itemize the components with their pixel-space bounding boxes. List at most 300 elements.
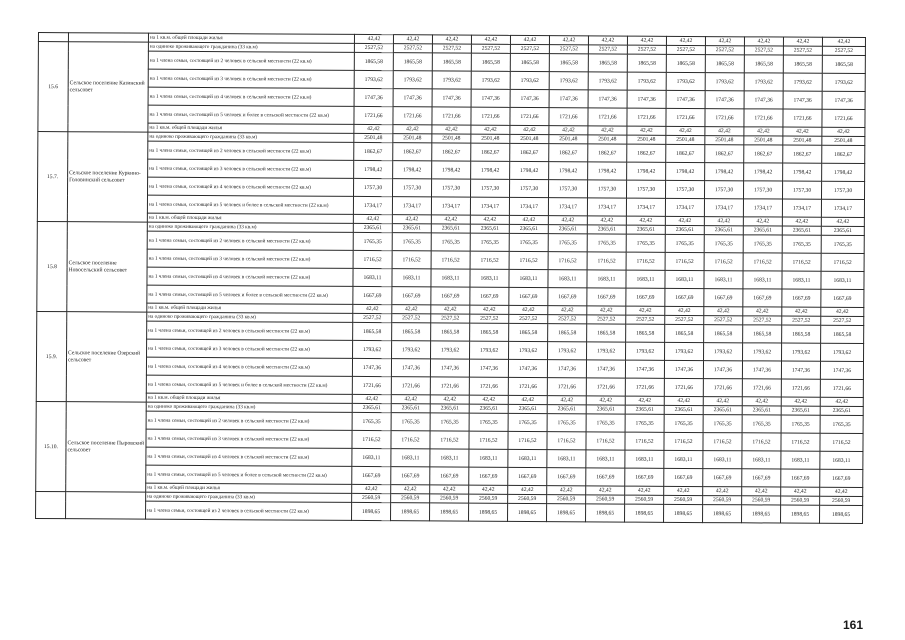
value-cell: 42,42: [586, 396, 625, 405]
value-cell: 1716,52: [743, 253, 782, 271]
value-cell: 1683,11: [431, 269, 470, 287]
value-cell: 1721,66: [781, 379, 820, 397]
value-cell: 1765,35: [587, 234, 626, 252]
value-cell: 42,42: [430, 395, 469, 404]
value-cell: 1793,62: [548, 342, 587, 360]
value-cell: 42,42: [744, 37, 783, 46]
value-cell: 1765,35: [704, 235, 743, 253]
value-cell: 1716,52: [664, 432, 703, 450]
value-cell: 1765,35: [391, 413, 430, 431]
value-cell: 1716,52: [703, 433, 742, 451]
value-cell: 42,42: [705, 37, 744, 46]
value-cell: 1716,52: [431, 251, 470, 269]
value-cell: 1865,58: [665, 324, 704, 342]
value-cell: 1721,66: [625, 378, 664, 396]
value-cell: 42,42: [666, 126, 705, 135]
value-cell: 42,42: [821, 217, 864, 226]
value-cell: 42,42: [547, 486, 586, 495]
value-cell: 2365,61: [743, 226, 782, 235]
value-cell: 1865,58: [470, 323, 509, 341]
value-cell: 2365,61: [742, 406, 781, 415]
value-cell: 42,42: [781, 487, 820, 496]
value-cell: 1747,36: [783, 91, 822, 109]
value-cell: 1721,66: [354, 106, 393, 124]
value-cell: 1721,66: [820, 379, 863, 397]
value-cell: 1793,62: [353, 340, 392, 358]
value-cell: 1683,11: [547, 450, 586, 468]
value-cell: 1898,65: [547, 504, 586, 522]
value-cell: 1716,52: [665, 252, 704, 270]
value-cell: 1757,30: [354, 178, 393, 196]
value-cell: 1716,52: [430, 431, 469, 449]
value-cell: 1667,69: [508, 467, 547, 485]
value-cell: 2527,52: [627, 45, 666, 54]
value-cell: 42,42: [665, 306, 704, 315]
value-cell: 1862,67: [471, 143, 510, 161]
value-cell: 1747,36: [430, 359, 469, 377]
category-cell: на 1 кв.м. общей площади жилья: [148, 33, 354, 43]
value-cell: 1667,69: [586, 468, 625, 486]
value-cell: 42,42: [508, 485, 547, 494]
value-cell: 42,42: [704, 217, 743, 226]
value-cell: 1683,11: [430, 449, 469, 467]
value-cell: 42,42: [782, 307, 821, 316]
value-cell: 1667,69: [625, 468, 664, 486]
value-cell: 1865,58: [431, 323, 470, 341]
value-cell: 42,42: [744, 127, 783, 136]
value-cell: 2560,59: [547, 495, 586, 504]
value-cell: 42,42: [510, 35, 549, 44]
value-cell: 2365,61: [664, 405, 703, 414]
value-cell: 1721,66: [586, 378, 625, 396]
value-cell: 1747,36: [664, 360, 703, 378]
value-cell: 2365,61: [509, 224, 548, 233]
section-index: 15.6: [38, 42, 69, 132]
value-cell: 1683,11: [626, 270, 665, 288]
value-cell: 2527,52: [510, 44, 549, 53]
value-cell: 2365,61: [704, 226, 743, 235]
category-cell: на 1 члена семьи, состоящей из 4 человек в сельской местности (22 кв.м): [146, 357, 352, 376]
value-cell: 1798,42: [510, 161, 549, 179]
value-cell: 42,42: [548, 216, 587, 225]
value-cell: 1765,35: [508, 413, 547, 431]
value-cell: 2365,61: [625, 405, 664, 414]
value-cell: 2527,52: [549, 45, 588, 54]
value-cell: 1865,58: [666, 54, 705, 72]
category-cell: на одиноко проживающего гражданина (33 кв.м): [147, 222, 353, 232]
value-cell: 1721,66: [703, 379, 742, 397]
value-cell: 42,42: [743, 217, 782, 226]
value-cell: 2560,59: [586, 495, 625, 504]
value-cell: 1765,35: [470, 233, 509, 251]
value-cell: 1721,66: [393, 107, 432, 125]
value-cell: 1716,52: [587, 252, 626, 270]
value-cell: 1798,42: [627, 162, 666, 180]
category-cell: на одиноко проживающего гражданина (33 кв.м): [146, 402, 352, 412]
value-cell: 2501,48: [744, 136, 783, 145]
value-cell: 2365,61: [547, 405, 586, 414]
value-cell: 1747,36: [588, 90, 627, 108]
value-cell: 42,42: [470, 215, 509, 224]
value-cell: 1667,69: [743, 289, 782, 307]
value-cell: 1716,52: [353, 250, 392, 268]
settlement-name: Сельское поселение Пыровский сельсовет: [66, 402, 147, 492]
value-cell: 1747,36: [742, 361, 781, 379]
value-cell: 1798,42: [705, 163, 744, 181]
value-cell: 1667,69: [781, 469, 820, 487]
value-cell: 2560,59: [781, 496, 820, 505]
table-row: [36, 500, 863, 523]
value-cell: 2560,59: [820, 496, 863, 505]
value-cell: 1667,69: [665, 288, 704, 306]
value-cell: 2365,61: [470, 224, 509, 233]
value-cell: 42,42: [353, 304, 392, 313]
value-cell: 1793,62: [665, 342, 704, 360]
value-cell: 1865,58: [626, 324, 665, 342]
section-index: 15.9.: [36, 311, 67, 401]
value-cell: 1716,52: [820, 433, 863, 451]
value-cell: 42,42: [703, 397, 742, 406]
value-cell: 1716,52: [781, 433, 820, 451]
value-cell: 1793,62: [627, 72, 666, 90]
value-cell: 1898,65: [664, 504, 703, 522]
value-cell: 42,42: [588, 126, 627, 135]
value-cell: 1716,52: [782, 253, 821, 271]
value-cell: 42,42: [588, 36, 627, 45]
value-cell: 1667,69: [391, 467, 430, 485]
value-cell: 2560,59: [391, 494, 430, 503]
value-cell: 1865,58: [744, 55, 783, 73]
value-cell: 2560,59: [625, 495, 664, 504]
value-cell: 1765,35: [586, 414, 625, 432]
table-body: [36, 33, 866, 524]
value-cell: 42,42: [471, 125, 510, 134]
value-cell: 1793,62: [821, 343, 864, 361]
value-cell: 2365,61: [586, 405, 625, 414]
value-cell: 1721,66: [822, 109, 865, 127]
value-cell: 2527,52: [509, 314, 548, 323]
value-cell: 42,42: [822, 127, 865, 136]
value-cell: 2501,48: [783, 136, 822, 145]
value-cell: 42,42: [587, 216, 626, 225]
value-cell: 2501,48: [588, 135, 627, 144]
value-cell: 1667,69: [587, 288, 626, 306]
value-cell: 1667,69: [469, 467, 508, 485]
value-cell: 1716,52: [509, 251, 548, 269]
value-cell: 1683,11: [665, 270, 704, 288]
value-cell: 1747,36: [471, 89, 510, 107]
value-cell: 42,42: [469, 395, 508, 404]
value-cell: 1721,66: [664, 378, 703, 396]
category-cell: на одиноко проживающего гражданина (33 кв.м): [148, 42, 354, 52]
value-cell: 1793,62: [471, 71, 510, 89]
value-cell: 1716,52: [469, 431, 508, 449]
value-cell: 2560,59: [703, 496, 742, 505]
section-index: [38, 33, 68, 42]
value-cell: 1865,58: [548, 324, 587, 342]
value-cell: 1898,65: [508, 503, 547, 521]
value-cell: 1683,11: [704, 271, 743, 289]
value-cell: 1793,62: [431, 341, 470, 359]
section-index: 15.10.: [36, 401, 67, 491]
value-cell: 42,42: [392, 215, 431, 224]
value-cell: 1747,36: [549, 90, 588, 108]
category-cell: на 1 члена семьи, состоящей из 2 человек в сельской местности (22 кв.м): [147, 231, 353, 250]
tariff-table: [35, 32, 866, 524]
value-cell: 1862,67: [627, 144, 666, 162]
value-cell: 2365,61: [352, 403, 391, 412]
value-cell: 1765,35: [703, 415, 742, 433]
value-cell: 1798,42: [471, 161, 510, 179]
value-cell: 42,42: [705, 127, 744, 136]
value-cell: 1683,11: [352, 448, 391, 466]
value-cell: 42,42: [626, 306, 665, 315]
value-cell: 1862,67: [822, 145, 865, 163]
value-cell: 1898,65: [430, 503, 469, 521]
value-cell: 2501,48: [510, 134, 549, 143]
value-cell: 2527,52: [782, 316, 821, 325]
value-cell: 42,42: [471, 35, 510, 44]
value-cell: 1865,58: [783, 55, 822, 73]
value-cell: 1716,52: [625, 432, 664, 450]
value-cell: 1716,52: [548, 252, 587, 270]
value-cell: 1721,66: [744, 109, 783, 127]
value-cell: 2560,59: [469, 494, 508, 503]
value-cell: 1683,11: [508, 449, 547, 467]
value-cell: 42,42: [743, 307, 782, 316]
section-index: [36, 491, 66, 518]
value-cell: 1757,30: [432, 179, 471, 197]
value-cell: 1793,62: [666, 72, 705, 90]
value-cell: 1765,35: [392, 233, 431, 251]
value-cell: 2365,61: [587, 225, 626, 234]
value-cell: 42,42: [354, 34, 393, 43]
value-cell: 1721,66: [352, 376, 391, 394]
value-cell: 1765,35: [664, 414, 703, 432]
value-cell: 1765,35: [509, 233, 548, 251]
value-cell: 1862,67: [744, 145, 783, 163]
value-cell: 1683,11: [821, 271, 864, 289]
settlement-name: Сельское поселение Куркино-Головинский сельсовет: [67, 132, 148, 222]
value-cell: 42,42: [510, 125, 549, 134]
value-cell: 42,42: [822, 37, 865, 46]
value-cell: 2527,52: [704, 316, 743, 325]
value-cell: 1734,17: [743, 199, 782, 217]
value-cell: 2527,52: [743, 316, 782, 325]
value-cell: 1721,66: [666, 108, 705, 126]
value-cell: 42,42: [549, 126, 588, 135]
value-cell: 1734,17: [509, 197, 548, 215]
value-cell: 1757,30: [393, 179, 432, 197]
value-cell: 42,42: [470, 305, 509, 314]
value-cell: 1757,30: [665, 180, 704, 198]
value-cell: 1734,17: [431, 197, 470, 215]
value-cell: 42,42: [820, 487, 863, 496]
value-cell: 42,42: [703, 487, 742, 496]
value-cell: 1898,65: [391, 503, 430, 521]
value-cell: 1757,30: [548, 180, 587, 198]
value-cell: 2501,48: [354, 133, 393, 142]
category-cell: на 1 члена семьи, состоящей из 4 человек в сельской местности (22 кв.м): [148, 87, 354, 106]
value-cell: 1798,42: [744, 163, 783, 181]
value-cell: 2365,61: [508, 404, 547, 413]
category-cell: на 1 члена семьи, состоящей из 2 человек в сельской местности (22 кв.м): [147, 321, 353, 340]
value-cell: 1793,62: [432, 71, 471, 89]
value-cell: 1683,11: [742, 451, 781, 469]
value-cell: 1765,35: [625, 414, 664, 432]
value-cell: 1793,62: [822, 73, 865, 91]
value-cell: 1865,58: [705, 55, 744, 73]
value-cell: 2501,48: [627, 135, 666, 144]
value-cell: 1757,30: [782, 181, 821, 199]
value-cell: 1747,36: [822, 91, 865, 109]
value-cell: 42,42: [391, 485, 430, 494]
category-cell: на 1 члена семьи, состоящей из 5 человек и более в сельской местности (22 кв.м): [146, 465, 352, 484]
value-cell: 1793,62: [354, 70, 393, 88]
value-cell: 1747,36: [391, 359, 430, 377]
value-cell: 2527,52: [431, 314, 470, 323]
value-cell: 1765,35: [547, 414, 586, 432]
value-cell: 42,42: [547, 396, 586, 405]
value-cell: 1667,69: [664, 468, 703, 486]
value-cell: 1721,66: [471, 107, 510, 125]
value-cell: 1734,17: [665, 198, 704, 216]
value-cell: 1793,62: [626, 342, 665, 360]
value-cell: 1898,65: [820, 505, 863, 523]
value-cell: 1765,35: [743, 235, 782, 253]
value-cell: 1862,67: [510, 143, 549, 161]
value-cell: 1667,69: [392, 287, 431, 305]
value-cell: 1757,30: [587, 180, 626, 198]
value-cell: 1721,66: [549, 108, 588, 126]
value-cell: 1898,65: [469, 503, 508, 521]
value-cell: 1734,17: [704, 199, 743, 217]
value-cell: 1757,30: [509, 179, 548, 197]
value-cell: 1747,36: [508, 359, 547, 377]
value-cell: 1683,11: [820, 451, 863, 469]
value-cell: 42,42: [354, 124, 393, 133]
value-cell: 1716,52: [391, 431, 430, 449]
value-cell: 1747,36: [820, 361, 863, 379]
value-cell: 1721,66: [469, 377, 508, 395]
value-cell: 42,42: [352, 484, 391, 493]
value-cell: 42,42: [742, 397, 781, 406]
value-cell: 1798,42: [666, 162, 705, 180]
value-cell: 1798,42: [354, 160, 393, 178]
value-cell: 1747,36: [352, 358, 391, 376]
value-cell: 1898,65: [352, 502, 391, 520]
value-cell: 42,42: [704, 307, 743, 316]
value-cell: 1765,35: [820, 415, 863, 433]
value-cell: 42,42: [430, 485, 469, 494]
value-cell: 1667,69: [509, 287, 548, 305]
value-cell: 42,42: [742, 487, 781, 496]
value-cell: 42,42: [391, 395, 430, 404]
value-cell: 1765,35: [821, 235, 864, 253]
value-cell: 1667,69: [704, 289, 743, 307]
value-cell: 1747,36: [393, 89, 432, 107]
value-cell: 2527,52: [822, 46, 865, 55]
value-cell: 42,42: [392, 305, 431, 314]
value-cell: 42,42: [665, 216, 704, 225]
value-cell: 2365,61: [626, 225, 665, 234]
category-cell: на 1 члена семьи, состоящей из 2 человек в сельской местности (22 кв.м): [148, 141, 354, 160]
value-cell: 42,42: [352, 394, 391, 403]
value-cell: 1898,65: [586, 504, 625, 522]
value-cell: 1793,62: [782, 343, 821, 361]
value-cell: 1862,67: [393, 143, 432, 161]
value-cell: 42,42: [782, 217, 821, 226]
value-cell: 1667,69: [352, 466, 391, 484]
value-cell: 42,42: [783, 37, 822, 46]
value-cell: 1734,17: [470, 197, 509, 215]
value-cell: 1757,30: [626, 180, 665, 198]
value-cell: 42,42: [508, 395, 547, 404]
value-cell: 1721,66: [783, 109, 822, 127]
value-cell: 42,42: [820, 397, 863, 406]
category-cell: на 1 члена семьи, состоящей из 3 человек в сельской местности (22 кв.м): [148, 69, 354, 88]
settlement-name: Сельское поселение Казинский сельсовет: [68, 42, 149, 132]
value-cell: 1865,58: [354, 52, 393, 70]
value-cell: 2527,52: [548, 315, 587, 324]
value-cell: 1898,65: [625, 504, 664, 522]
value-cell: 1865,58: [393, 53, 432, 71]
value-cell: 1865,58: [353, 322, 392, 340]
value-cell: 1683,11: [587, 270, 626, 288]
value-cell: 1683,11: [392, 269, 431, 287]
value-cell: 1683,11: [469, 449, 508, 467]
value-cell: 1667,69: [742, 469, 781, 487]
value-cell: 1683,11: [625, 450, 664, 468]
value-cell: 1898,65: [742, 505, 781, 523]
value-cell: 1716,52: [470, 251, 509, 269]
settlement-name: Сельское поселение Новосельский сельсовет: [67, 222, 148, 312]
value-cell: 1683,11: [586, 450, 625, 468]
value-cell: 2527,52: [470, 314, 509, 323]
value-cell: 1747,36: [627, 90, 666, 108]
value-cell: 42,42: [432, 125, 471, 134]
value-cell: 1865,58: [822, 55, 865, 73]
category-cell: на 1 члена семьи, состоящей из 4 человек в сельской местности (22 кв.м): [146, 447, 352, 466]
value-cell: 1667,69: [431, 287, 470, 305]
value-cell: 1865,58: [549, 54, 588, 72]
value-cell: 42,42: [587, 306, 626, 315]
value-cell: 1721,66: [627, 108, 666, 126]
value-cell: 1793,62: [587, 342, 626, 360]
value-cell: 2501,48: [549, 135, 588, 144]
category-cell: на 1 члена семьи, состоящей из 5 человек и более в сельской местности (22 кв.м): [148, 105, 354, 124]
value-cell: 1798,42: [783, 163, 822, 181]
value-cell: 1765,35: [352, 412, 391, 430]
value-cell: 1865,58: [509, 323, 548, 341]
value-cell: 1865,58: [782, 325, 821, 343]
value-cell: 1757,30: [470, 179, 509, 197]
value-cell: 1747,36: [625, 360, 664, 378]
value-cell: 42,42: [781, 397, 820, 406]
category-cell: на 1 кв.м. общей площади жилья: [146, 393, 352, 403]
value-cell: 1747,36: [547, 360, 586, 378]
value-cell: 1765,35: [665, 234, 704, 252]
value-cell: 42,42: [586, 486, 625, 495]
category-cell: на 1 кв.м. общей площади жилья: [146, 483, 352, 493]
value-cell: 1747,36: [703, 361, 742, 379]
value-cell: 42,42: [393, 35, 432, 44]
value-cell: 1721,66: [391, 377, 430, 395]
value-cell: 1793,62: [509, 341, 548, 359]
value-cell: 1734,17: [392, 197, 431, 215]
value-cell: 1667,69: [703, 469, 742, 487]
category-cell: на 1 члена семьи, состоящей из 2 человек в сельской местности (22 кв.м): [146, 411, 352, 430]
